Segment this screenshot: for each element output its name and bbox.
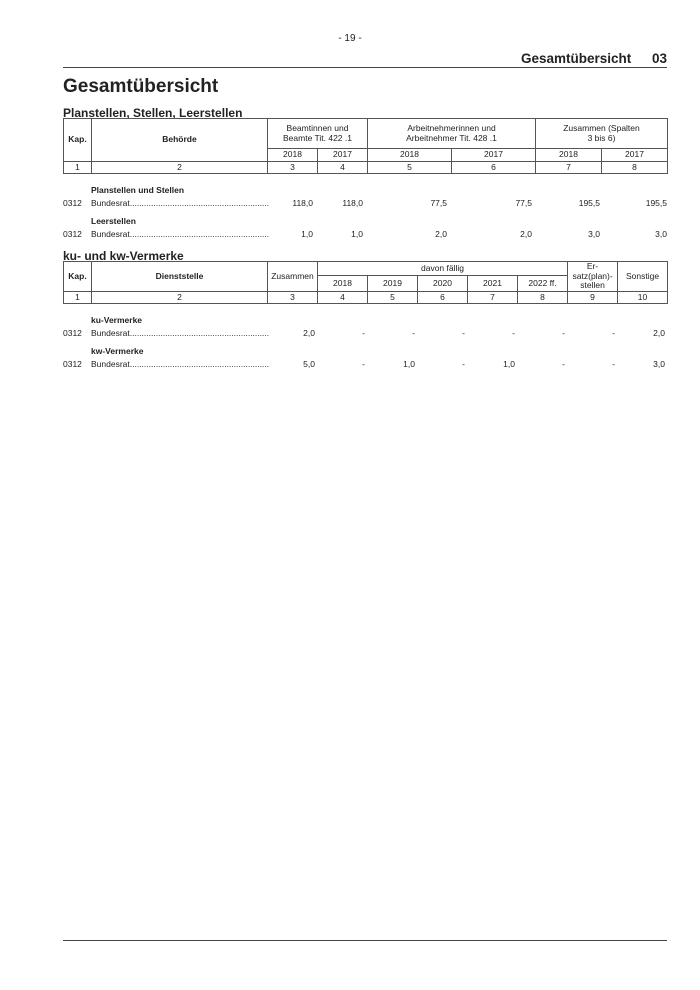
year-cell: 2018 (368, 149, 452, 162)
col-group-beamte: Beamtinnen und Beamte Tit. 422 .1 (268, 119, 368, 149)
value-cell: 2,0 (653, 328, 665, 338)
colnum-cell: 6 (418, 292, 468, 304)
value-cell: - (612, 328, 615, 338)
subheading-ku-vermerke: ku-Vermerke (91, 315, 143, 325)
value-cell: 2,0 (520, 229, 532, 239)
value-cell: 1,0 (351, 229, 363, 239)
year-cell: 2020 (418, 276, 468, 292)
table-row (63, 359, 667, 371)
colnum-cell: 5 (368, 292, 418, 304)
table-row (63, 198, 667, 210)
col-group-arbeitnehmer: Arbeitnehmerinnen und Arbeitnehmer Tit. 428 .1 (368, 119, 536, 149)
value-cell: 3,0 (653, 359, 665, 369)
behoerde-cell: Bundesrat........................................................... (91, 198, 270, 208)
year-cell: 2018 (318, 276, 368, 292)
value-cell: 1,0 (403, 359, 415, 369)
running-header-title: Gesamtübersicht (521, 51, 632, 66)
page-title: Gesamtübersicht (63, 76, 219, 97)
value-cell: - (412, 328, 415, 338)
page-number: - 19 - (338, 33, 362, 44)
colnum-cell: 6 (452, 162, 536, 174)
year-cell: 2017 (602, 149, 668, 162)
colnum-cell: 10 (618, 292, 668, 304)
colnum-cell: 4 (318, 292, 368, 304)
value-cell: 5,0 (303, 359, 315, 369)
col-group-zusammen: Zusammen (Spalten 3 bis 6) (536, 119, 668, 149)
table-row (63, 328, 667, 340)
colnum-cell: 8 (602, 162, 668, 174)
footer-rule (63, 940, 667, 941)
value-cell: - (512, 328, 515, 338)
value-cell: 195,5 (645, 198, 667, 208)
col-behoerde: Behörde (92, 119, 268, 162)
value-cell: 77,5 (430, 198, 447, 208)
value-cell: 2,0 (435, 229, 447, 239)
colnum-cell: 7 (468, 292, 518, 304)
subheading-planstellen-stellen: Planstellen und Stellen (91, 185, 185, 195)
planstellen-table-header (63, 118, 668, 174)
table-row (63, 229, 667, 241)
value-cell: - (462, 328, 465, 338)
value-cell: 77,5 (515, 198, 532, 208)
col-zusammen: Zusammen (268, 262, 318, 292)
dienststelle-cell: Bundesrat........................................................... (91, 359, 270, 369)
value-cell: - (462, 359, 465, 369)
year-cell: 2021 (468, 276, 518, 292)
value-cell: 1,0 (503, 359, 515, 369)
col-kap: Kap. (64, 262, 92, 292)
kap-cell: 0312 (63, 198, 82, 208)
value-cell: - (562, 328, 565, 338)
year-cell: 2018 (536, 149, 602, 162)
colnum-cell: 3 (268, 162, 318, 174)
col-group-davon-faellig: davon fällig (318, 262, 568, 276)
year-cell: 2017 (452, 149, 536, 162)
kap-cell: 0312 (63, 328, 82, 338)
colnum-cell: 9 (568, 292, 618, 304)
value-cell: 3,0 (655, 229, 667, 239)
value-cell: - (362, 328, 365, 338)
kap-cell: 0312 (63, 229, 82, 239)
value-cell: 118,0 (342, 198, 363, 208)
ku-kw-table-header (63, 261, 668, 304)
colnum-cell: 5 (368, 162, 452, 174)
colnum-cell: 1 (64, 292, 92, 304)
header-rule (63, 67, 667, 68)
year-cell: 2019 (368, 276, 418, 292)
running-header-code: 03 (652, 51, 668, 66)
col-sonstige: Sonstige (618, 262, 668, 292)
col-ersatzplanstellen: Er- satz(plan)- stellen (568, 262, 618, 292)
value-cell: 195,5 (578, 198, 600, 208)
value-cell: 2,0 (303, 328, 315, 338)
colnum-cell: 2 (92, 292, 268, 304)
colnum-cell: 3 (268, 292, 318, 304)
section-title-ku-kw: ku- und kw-Vermerke (63, 249, 184, 263)
year-cell: 2022 ff. (518, 276, 568, 292)
kap-cell: 0312 (63, 359, 82, 369)
year-cell: 2018 (268, 149, 318, 162)
year-cell: 2017 (318, 149, 368, 162)
section-title-planstellen: Planstellen, Stellen, Leerstellen (63, 106, 243, 120)
subheading-leerstellen: Leerstellen (91, 216, 136, 226)
colnum-cell: 2 (92, 162, 268, 174)
colnum-cell: 7 (536, 162, 602, 174)
subheading-kw-vermerke: kw-Vermerke (91, 346, 144, 356)
behoerde-cell: Bundesrat........................................................... (91, 229, 270, 239)
dienststelle-cell: Bundesrat........................................................... (91, 328, 270, 338)
value-cell: - (562, 359, 565, 369)
value-cell: 3,0 (588, 229, 600, 239)
value-cell: 1,0 (301, 229, 313, 239)
value-cell: - (612, 359, 615, 369)
col-kap: Kap. (64, 119, 92, 162)
colnum-cell: 4 (318, 162, 368, 174)
colnum-cell: 8 (518, 292, 568, 304)
value-cell: 118,0 (292, 198, 313, 208)
col-dienststelle: Dienststelle (92, 262, 268, 292)
colnum-cell: 1 (64, 162, 92, 174)
value-cell: - (362, 359, 365, 369)
